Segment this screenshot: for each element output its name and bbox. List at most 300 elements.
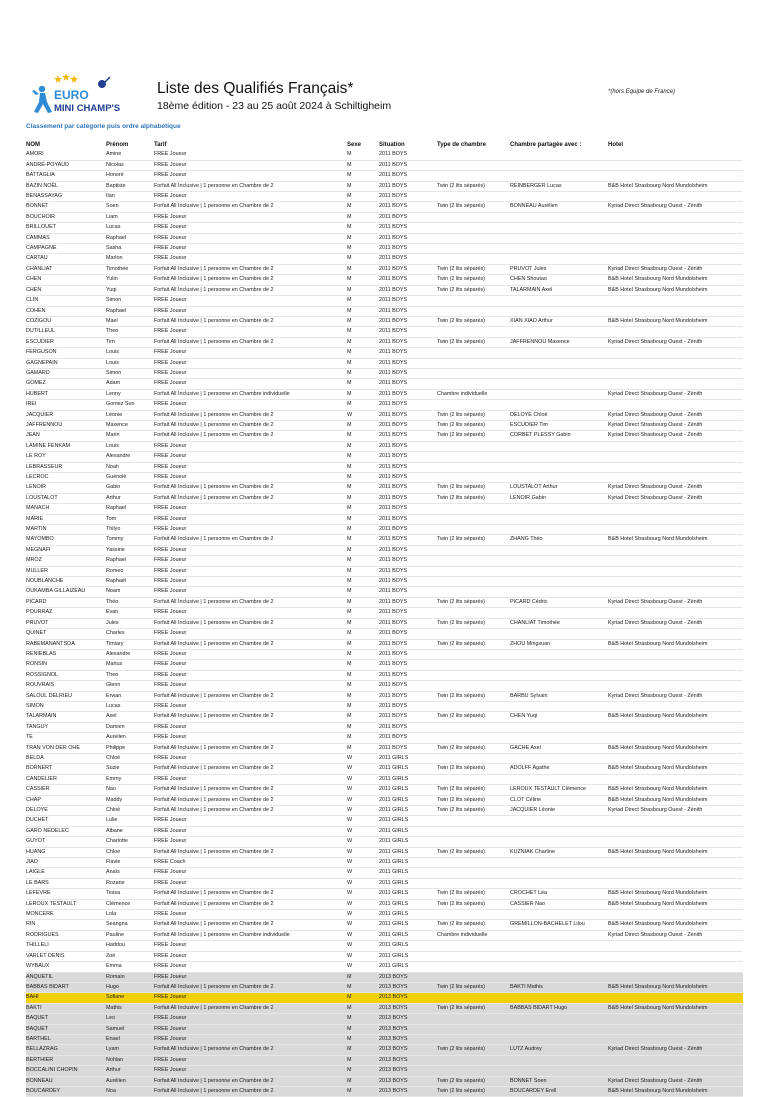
cell-tarif: Forfait All Inclusive | 1 personne en Chambre de 2 [154, 275, 347, 285]
cell-hotel: Kyriad Direct Strasbourg Ouest - Zénith [608, 597, 743, 607]
cell-nom: MEGNAFI [26, 545, 106, 555]
table-row [26, 233, 743, 243]
cell-type-chambre: Twin (2 lits séparés) [437, 597, 510, 607]
cell-nom: LE BARS [26, 878, 106, 888]
cell-sexe: M [347, 264, 379, 274]
cell-type-chambre: Chambre individuelle [437, 930, 510, 940]
table-row [26, 462, 743, 472]
cell-sexe: M [347, 649, 379, 659]
cell-hotel [608, 837, 743, 847]
cell-tarif: FREE Joueur [154, 160, 347, 170]
cell-prenom: Raphael [106, 556, 154, 566]
cell-prenom: Lola [106, 910, 154, 920]
cell-hotel [608, 368, 743, 378]
cell-tarif: FREE Joueur [154, 254, 347, 264]
cell-tarif: Forfait All Inclusive | 1 personne en Chambre de 2 [154, 785, 347, 795]
cell-type-chambre [437, 868, 510, 878]
cell-sexe: M [347, 473, 379, 483]
cell-type-chambre [437, 670, 510, 680]
cell-hotel [608, 545, 743, 555]
table-row [26, 171, 743, 181]
cell-tarif: FREE Joueur [154, 545, 347, 555]
cell-nom: RODRIGUES [26, 930, 106, 940]
cell-situation: 2011 BOYS [379, 608, 437, 618]
cell-hotel: B&B Hotel Strasbourg Nord Mundolsheim [608, 764, 743, 774]
cell-prenom: Yuqi [106, 285, 154, 295]
cell-hotel [608, 587, 743, 597]
cell-situation: 2011 BOYS [379, 639, 437, 649]
cell-hotel [608, 649, 743, 659]
cell-nom: FERGUSON [26, 348, 106, 358]
cell-type-chambre: Twin (2 lits séparés) [437, 1045, 510, 1055]
cell-tarif: Forfait All Inclusive | 1 personne en Chambre de 2 [154, 1003, 347, 1013]
table-row [26, 556, 743, 566]
table-row [26, 566, 743, 576]
cell-chambre-partagee [510, 1024, 608, 1034]
cell-prenom: Guénolé [106, 473, 154, 483]
cell-chambre-partagee [510, 389, 608, 399]
cell-tarif: Forfait All Inclusive | 1 personne en Chambre de 2 [154, 431, 347, 441]
cell-sexe: M [347, 691, 379, 701]
cell-hotel: B&B Hotel Strasbourg Nord Mundolsheim [608, 712, 743, 722]
cell-prenom: Sofiane [106, 993, 154, 1003]
cell-prenom: Anaïs [106, 868, 154, 878]
cell-situation: 2011 BOYS [379, 358, 437, 368]
cell-type-chambre: Twin (2 lits séparés) [437, 316, 510, 326]
cell-situation: 2011 BOYS [379, 691, 437, 701]
cell-chambre-partagee [510, 701, 608, 711]
table-row [26, 493, 743, 503]
cell-hotel: B&B Hotel Strasbourg Nord Mundolsheim [608, 899, 743, 909]
cell-chambre-partagee: PICARD Cédric [510, 597, 608, 607]
table-row [26, 608, 743, 618]
cell-sexe: M [347, 660, 379, 670]
cell-tarif: FREE Joueur [154, 753, 347, 763]
cell-nom: COZIGOU [26, 316, 106, 326]
cell-nom: BATTAGLIA [26, 171, 106, 181]
cell-hotel [608, 348, 743, 358]
cell-hotel [608, 327, 743, 337]
cell-chambre-partagee [510, 649, 608, 659]
cell-situation: 2011 BOYS [379, 223, 437, 233]
cell-sexe: M [347, 337, 379, 347]
cell-situation: 2011 GIRLS [379, 837, 437, 847]
cell-prenom: Aurelien [106, 733, 154, 743]
cell-sexe: W [347, 837, 379, 847]
cell-hotel [608, 160, 743, 170]
cell-situation: 2011 BOYS [379, 389, 437, 399]
table-row [26, 795, 743, 805]
cell-tarif: FREE Joueur [154, 212, 347, 222]
cell-nom: MONCERE [26, 910, 106, 920]
col-hotel: Hotel [608, 142, 623, 148]
cell-sexe: W [347, 878, 379, 888]
cell-sexe: M [347, 972, 379, 982]
cell-nom: BOCCALINI CHOPIN [26, 1066, 106, 1076]
cell-hotel: Kyriad Direct Strasbourg Ouest - Zénith [608, 420, 743, 430]
cell-type-chambre [437, 993, 510, 1003]
cell-tarif: FREE Coach [154, 858, 347, 868]
col-situation: Situation [379, 142, 405, 148]
cell-nom: SALOUL DELRIEU [26, 691, 106, 701]
cell-sexe: M [347, 514, 379, 524]
cell-prenom: Gomez Sun [106, 400, 154, 410]
cell-nom: CHEN [26, 275, 106, 285]
cell-tarif: FREE Joueur [154, 525, 347, 535]
cell-hotel: Kyriad Direct Strasbourg Ouest - Zénith [608, 493, 743, 503]
table-row [26, 379, 743, 389]
cell-hotel [608, 462, 743, 472]
table-row [26, 701, 743, 711]
cell-chambre-partagee: LENOIR Gabin [510, 493, 608, 503]
cell-type-chambre: Twin (2 lits séparés) [437, 431, 510, 441]
table-row [26, 639, 743, 649]
cell-prenom: Tom [106, 514, 154, 524]
cell-hotel [608, 878, 743, 888]
cell-prenom: Marin [106, 431, 154, 441]
cell-type-chambre [437, 878, 510, 888]
cell-hotel [608, 233, 743, 243]
cell-prenom: Liam [106, 212, 154, 222]
cell-chambre-partagee [510, 473, 608, 483]
cell-hotel [608, 681, 743, 691]
cell-nom: CAMPAGNE [26, 244, 106, 254]
cell-tarif: FREE Joueur [154, 681, 347, 691]
cell-nom: SIMON [26, 701, 106, 711]
cell-situation: 2011 BOYS [379, 701, 437, 711]
cell-tarif: FREE Joueur [154, 1066, 347, 1076]
cell-nom: DUTILLEUL [26, 327, 106, 337]
cell-prenom: Chloe [106, 847, 154, 857]
cell-hotel: B&B Hotel Strasbourg Nord Mundolsheim [608, 982, 743, 992]
table-row [26, 1076, 743, 1086]
cell-prenom: Clémence [106, 899, 154, 909]
cell-hotel [608, 504, 743, 514]
cell-nom: LEFEVRE [26, 889, 106, 899]
table-row [26, 1045, 743, 1055]
cell-nom: JACQUIER [26, 410, 106, 420]
cell-situation: 2011 BOYS [379, 160, 437, 170]
cell-prenom: Théo [106, 597, 154, 607]
cell-sexe: M [347, 577, 379, 587]
table-row [26, 587, 743, 597]
cell-chambre-partagee [510, 951, 608, 961]
cell-chambre-partagee [510, 400, 608, 410]
table-row [26, 337, 743, 347]
cell-hotel: Kyriad Direct Strasbourg Ouest - Zénith [608, 337, 743, 347]
cell-tarif: FREE Joueur [154, 660, 347, 670]
cell-situation: 2011 BOYS [379, 410, 437, 420]
table-row [26, 192, 743, 202]
cell-chambre-partagee: KUZNIAK Charline [510, 847, 608, 857]
cell-chambre-partagee [510, 233, 608, 243]
cell-tarif: FREE Joueur [154, 504, 347, 514]
cell-tarif: FREE Joueur [154, 244, 347, 254]
table-row [26, 327, 743, 337]
cell-prenom: Sasha [106, 244, 154, 254]
cell-hotel [608, 701, 743, 711]
cell-prenom: Samuel [106, 1024, 154, 1034]
cell-nom: JIAO [26, 858, 106, 868]
cell-tarif: FREE Joueur [154, 171, 347, 181]
cell-hotel: B&B Hotel Strasbourg Nord Mundolsheim [608, 785, 743, 795]
cell-sexe: M [347, 535, 379, 545]
cell-type-chambre [437, 171, 510, 181]
cell-prenom: Yulin [106, 275, 154, 285]
cell-hotel [608, 774, 743, 784]
cell-tarif: Forfait All Inclusive | 1 personne en Chambre de 2 [154, 899, 347, 909]
cell-tarif: FREE Joueur [154, 452, 347, 462]
cell-situation: 2011 BOYS [379, 441, 437, 451]
cell-situation: 2011 BOYS [379, 212, 437, 222]
cell-tarif: FREE Joueur [154, 670, 347, 680]
cell-sexe: W [347, 951, 379, 961]
table-row [26, 670, 743, 680]
cell-type-chambre [437, 1066, 510, 1076]
cell-chambre-partagee [510, 577, 608, 587]
table-row [26, 1014, 743, 1024]
cell-tarif: FREE Joueur [154, 566, 347, 576]
cell-nom: JAFFRENNOU [26, 420, 106, 430]
cell-situation: 2011 GIRLS [379, 826, 437, 836]
cell-nom: BELDA [26, 753, 106, 763]
cell-sexe: M [347, 285, 379, 295]
cell-situation: 2011 BOYS [379, 733, 437, 743]
cell-prenom: Léonie [106, 410, 154, 420]
col-type-chambre: Type de chambre [437, 142, 486, 148]
table-row [26, 389, 743, 399]
cell-type-chambre: Twin (2 lits séparés) [437, 795, 510, 805]
cell-tarif: FREE Joueur [154, 951, 347, 961]
table-row [26, 868, 743, 878]
cell-nom: BAZIN NOËL [26, 181, 106, 191]
cell-type-chambre: Twin (2 lits séparés) [437, 275, 510, 285]
cell-sexe: M [347, 316, 379, 326]
cell-type-chambre [437, 452, 510, 462]
cell-tarif: Forfait All Inclusive | 1 personne en Chambre de 2 [154, 618, 347, 628]
cell-hotel: Kyriad Direct Strasbourg Ouest - Zénith [608, 264, 743, 274]
cell-chambre-partagee [510, 858, 608, 868]
cell-chambre-partagee [510, 1014, 608, 1024]
cell-nom: CHAP [26, 795, 106, 805]
cell-situation: 2011 BOYS [379, 545, 437, 555]
cell-type-chambre: Twin (2 lits séparés) [437, 920, 510, 930]
cell-hotel [608, 400, 743, 410]
cell-tarif: FREE Joueur [154, 972, 347, 982]
cell-prenom: Tommy [106, 535, 154, 545]
table-row [26, 296, 743, 306]
cell-type-chambre [437, 858, 510, 868]
cell-prenom: Jules [106, 618, 154, 628]
cell-sexe: M [347, 993, 379, 1003]
cell-type-chambre: Twin (2 lits séparés) [437, 337, 510, 347]
cell-tarif: FREE Joueur [154, 629, 347, 639]
cell-chambre-partagee [510, 1066, 608, 1076]
cell-nom: ANQUETIL [26, 972, 106, 982]
cell-prenom: Evan [106, 608, 154, 618]
cell-tarif: FREE Joueur [154, 462, 347, 472]
cell-type-chambre [437, 150, 510, 160]
table-row [26, 816, 743, 826]
cell-tarif: Forfait All Inclusive | 1 personne en Chambre de 2 [154, 889, 347, 899]
cell-tarif: FREE Joueur [154, 514, 347, 524]
cell-situation: 2011 GIRLS [379, 858, 437, 868]
cell-sexe: M [347, 1055, 379, 1065]
cell-sexe: W [347, 920, 379, 930]
cell-sexe: M [347, 296, 379, 306]
table-row [26, 358, 743, 368]
cell-sexe: M [347, 462, 379, 472]
table-row [26, 483, 743, 493]
cell-situation: 2011 BOYS [379, 514, 437, 524]
table-row [26, 660, 743, 670]
cell-type-chambre [437, 753, 510, 763]
cell-type-chambre: Twin (2 lits séparés) [437, 285, 510, 295]
cell-type-chambre: Twin (2 lits séparés) [437, 202, 510, 212]
cell-prenom: Tessa [106, 889, 154, 899]
cell-sexe: M [347, 420, 379, 430]
cell-hotel [608, 244, 743, 254]
cell-chambre-partagee: PRUVOT Jules [510, 264, 608, 274]
cell-prenom: Louis [106, 441, 154, 451]
cell-prenom: Marlon [106, 254, 154, 264]
cell-sexe: M [347, 171, 379, 181]
cell-nom: BERTHIER [26, 1055, 106, 1065]
cell-situation: 2011 BOYS [379, 244, 437, 254]
cell-prenom: Raphael [106, 306, 154, 316]
cell-hotel: Kyriad Direct Strasbourg Ouest - Zénith [608, 618, 743, 628]
cell-situation: 2011 BOYS [379, 556, 437, 566]
cell-situation: 2011 BOYS [379, 181, 437, 191]
cell-hotel [608, 441, 743, 451]
cell-sexe: M [347, 982, 379, 992]
cell-tarif: FREE Joueur [154, 556, 347, 566]
cell-type-chambre [437, 649, 510, 659]
cell-type-chambre: Twin (2 lits séparés) [437, 1086, 510, 1096]
cell-nom: ESCUDIER [26, 337, 106, 347]
cell-nom: MULLER [26, 566, 106, 576]
table-row [26, 264, 743, 274]
cell-type-chambre [437, 837, 510, 847]
cell-prenom: Adam [106, 379, 154, 389]
cell-hotel: Kyriad Direct Strasbourg Ouest - Zénith [608, 806, 743, 816]
cell-situation: 2011 BOYS [379, 493, 437, 503]
cell-sexe: M [347, 233, 379, 243]
table-row [26, 441, 743, 451]
cell-sexe: M [347, 545, 379, 555]
table-row [26, 910, 743, 920]
cell-type-chambre: Twin (2 lits séparés) [437, 410, 510, 420]
cell-type-chambre [437, 233, 510, 243]
cell-prenom: Lulie [106, 816, 154, 826]
cell-tarif: Forfait All Inclusive | 1 personne en Chambre de 2 [154, 639, 347, 649]
cell-type-chambre [437, 608, 510, 618]
cell-hotel [608, 514, 743, 524]
cell-hotel [608, 473, 743, 483]
cell-nom: NOUBLANCHE [26, 577, 106, 587]
cell-prenom: Romain [106, 972, 154, 982]
cell-chambre-partagee: JACQUIER Léonie [510, 806, 608, 816]
cell-chambre-partagee [510, 910, 608, 920]
cell-sexe: M [347, 712, 379, 722]
table-row [26, 993, 743, 1003]
cell-type-chambre: Twin (2 lits séparés) [437, 889, 510, 899]
cell-prenom: Noah [106, 462, 154, 472]
table-row [26, 212, 743, 222]
cell-chambre-partagee [510, 681, 608, 691]
cell-hotel: Kyriad Direct Strasbourg Ouest - Zénith [608, 389, 743, 399]
cell-prenom: Pauline [106, 930, 154, 940]
cell-sexe: M [347, 452, 379, 462]
cell-situation: 2011 BOYS [379, 337, 437, 347]
cell-nom: LECROC [26, 473, 106, 483]
cell-situation: 2011 GIRLS [379, 962, 437, 972]
cell-situation: 2011 BOYS [379, 577, 437, 587]
cell-prenom: Honoré [106, 171, 154, 181]
cell-type-chambre: Twin (2 lits séparés) [437, 785, 510, 795]
table-row [26, 254, 743, 264]
cell-type-chambre [437, 348, 510, 358]
cell-situation: 2011 BOYS [379, 483, 437, 493]
cell-type-chambre [437, 545, 510, 555]
cell-hotel [608, 733, 743, 743]
cell-type-chambre [437, 379, 510, 389]
cell-nom: LEROUX TESTAULT [26, 899, 106, 909]
cell-chambre-partagee [510, 462, 608, 472]
cell-prenom: Timiary [106, 639, 154, 649]
table-row [26, 691, 743, 701]
cell-sexe: W [347, 847, 379, 857]
cell-type-chambre [437, 910, 510, 920]
cell-hotel [608, 670, 743, 680]
cell-type-chambre: Twin (2 lits séparés) [437, 483, 510, 493]
cell-hotel: B&B Hotel Strasbourg Nord Mundolsheim [608, 1086, 743, 1096]
table-row [26, 202, 743, 212]
cell-sexe: M [347, 389, 379, 399]
cell-sexe: M [347, 202, 379, 212]
cell-nom: LAMINE FENKAM [26, 441, 106, 451]
table-row [26, 618, 743, 628]
cell-hotel [608, 150, 743, 160]
euro-mini-champs-logo [30, 72, 140, 116]
cell-prenom: Simon [106, 368, 154, 378]
cell-prenom: Charlotte [106, 837, 154, 847]
cell-situation: 2013 BOYS [379, 1003, 437, 1013]
cell-nom: PRUVOT [26, 618, 106, 628]
cell-nom: LE ROY [26, 452, 106, 462]
footnote: *(hors Equipe de France) [608, 89, 676, 95]
cell-type-chambre [437, 212, 510, 222]
cell-sexe: W [347, 889, 379, 899]
cell-type-chambre: Twin (2 lits séparés) [437, 618, 510, 628]
cell-type-chambre [437, 774, 510, 784]
cell-type-chambre [437, 660, 510, 670]
cell-chambre-partagee: LEROUX TESTAULT Clémence [510, 785, 608, 795]
cell-situation: 2011 BOYS [379, 535, 437, 545]
cell-hotel [608, 868, 743, 878]
cell-type-chambre: Twin (2 lits séparés) [437, 847, 510, 857]
cell-hotel [608, 296, 743, 306]
table-row [26, 743, 743, 753]
cell-chambre-partagee [510, 514, 608, 524]
cell-chambre-partagee: BARBU Sylvain [510, 691, 608, 701]
cell-sexe: W [347, 899, 379, 909]
cell-situation: 2011 BOYS [379, 618, 437, 628]
cell-sexe: M [347, 441, 379, 451]
cell-tarif: FREE Joueur [154, 587, 347, 597]
cell-type-chambre [437, 629, 510, 639]
cell-type-chambre [437, 722, 510, 732]
